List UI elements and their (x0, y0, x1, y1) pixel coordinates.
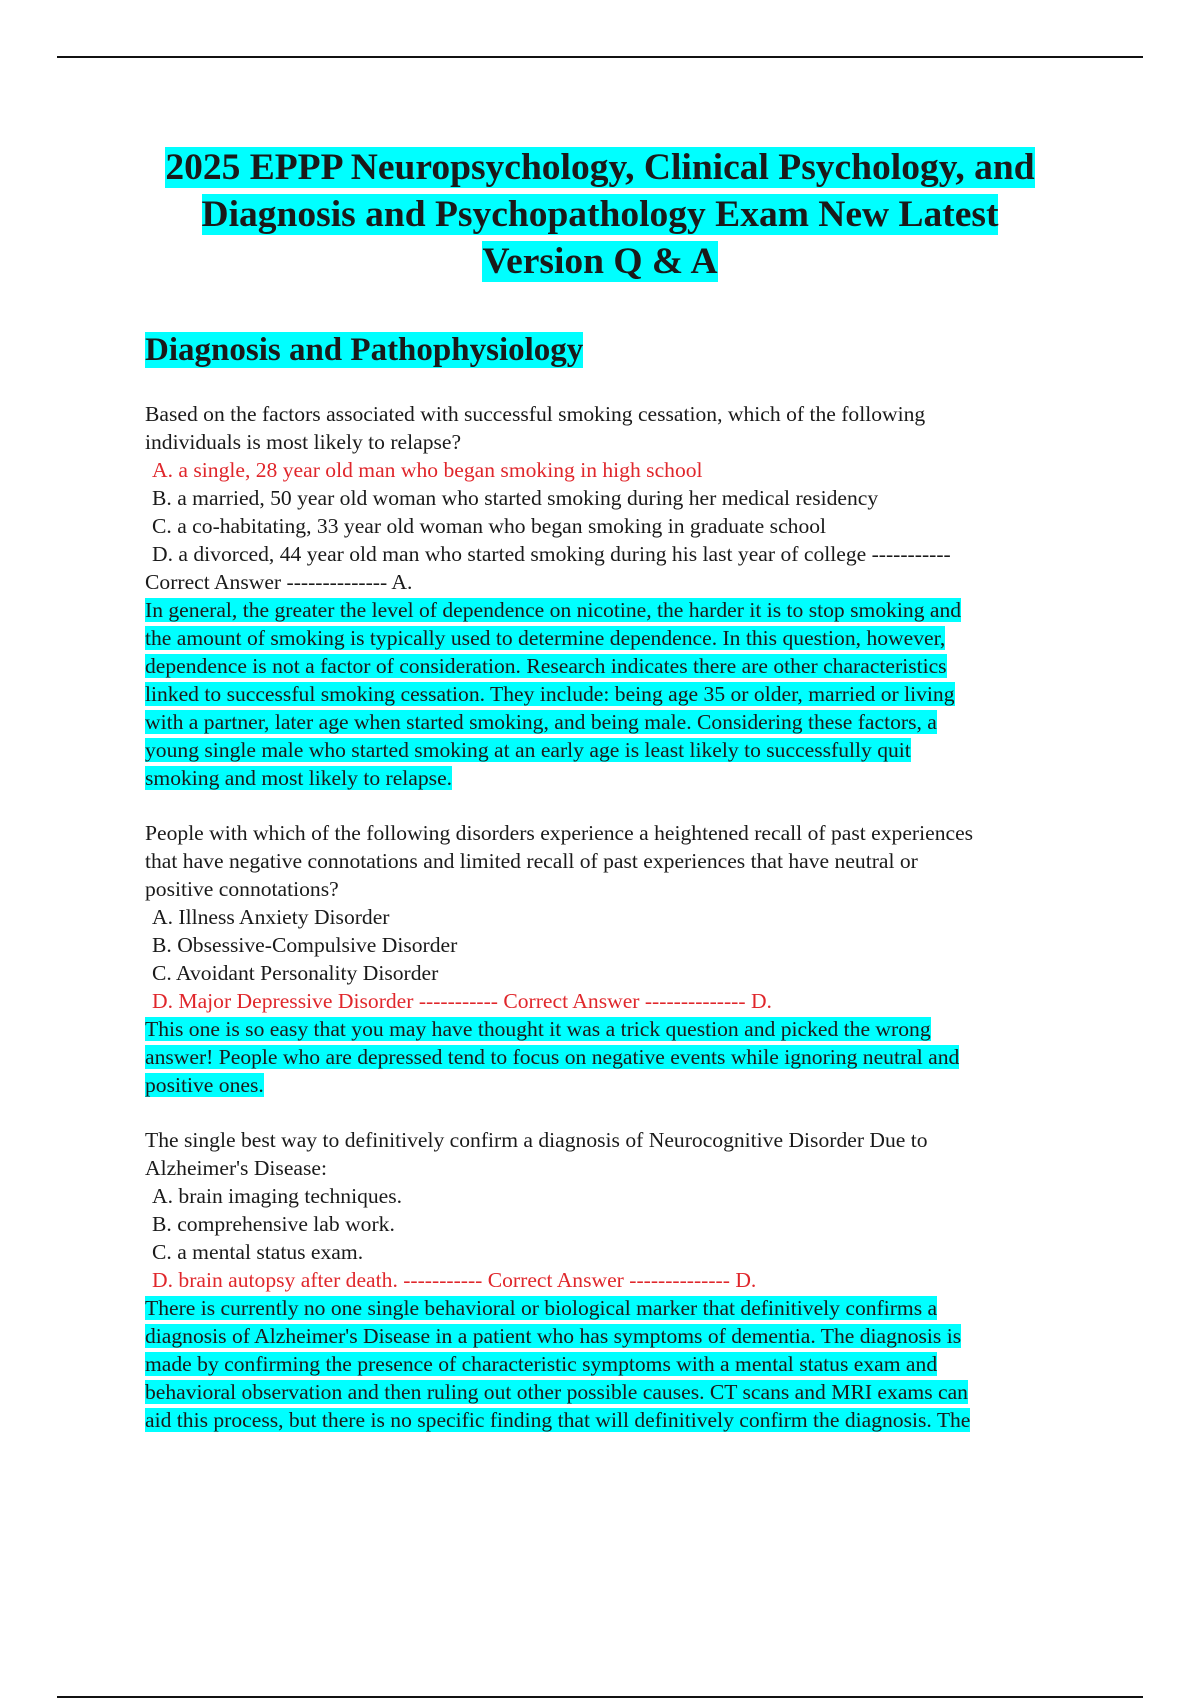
title-line: 2025 EPPP Neuropsychology, Clinical Psychology, and (165, 147, 1035, 188)
explanation-line: linked to successful smoking cessation. They include: being age 35 or older, married or living (145, 682, 955, 706)
answer-explanation (145, 1294, 1090, 1434)
answer-option: C. Avoidant Personality Disorder (152, 961, 439, 985)
explanation-line: smoking and most likely to relapse. (145, 766, 453, 790)
explanation-line: the amount of smoking is typically used to determine dependence. In this question, however, (145, 626, 946, 650)
explanation-line: with a partner, later age when started smoking, and being male. Considering these factors, a (145, 710, 937, 734)
explanation-line: answer! People who are depressed tend to focus on negative events while ignoring neutral and (145, 1045, 960, 1069)
footer-rule (57, 1696, 1143, 1698)
explanation-line: dependence is not a factor of consideration. Research indicates there are other characteristics (145, 654, 947, 678)
explanation-line: made by confirming the presence of characteristic symptoms with a mental status exam and (145, 1352, 938, 1376)
question-stem-line: that have negative connotations and limited recall of past experiences that have neutral or (145, 849, 918, 873)
answer-explanation (145, 1015, 1090, 1099)
explanation-line: In general, the greater the level of dependence on nicotine, the harder it is to stop smoking and (145, 598, 962, 622)
answer-option: A. brain imaging techniques. (152, 1184, 403, 1208)
question-stem-line: The single best way to definitively confirm a diagnosis of Neurocognitive Disorder Due to (145, 1128, 928, 1152)
answer-option-correct: D. brain autopsy after death. ----------- Correct Answer -------------- D. (152, 1268, 757, 1292)
explanation-line: aid this process, but there is no specific finding that will definitively confirm the diagnosis. The (145, 1408, 971, 1432)
explanation-line: positive ones. (145, 1073, 264, 1097)
answer-explanation (145, 596, 1090, 792)
question-stem-line: Based on the factors associated with successful smoking cessation, which of the following (145, 402, 926, 426)
answer-option-correct: D. Major Depressive Disorder ----------- Correct Answer -------------- D. (152, 989, 772, 1013)
explanation-line: behavioral observation and then ruling out other possible causes. CT scans and MRI exams can (145, 1380, 968, 1404)
question-stem-line: People with which of the following disorders experience a heightened recall of past experiences (145, 821, 974, 845)
question-stem-line: Alzheimer's Disease: (145, 1156, 327, 1180)
document-title (100, 144, 1100, 285)
answer-option: C. a mental status exam. (152, 1240, 364, 1264)
header-rule (57, 56, 1143, 58)
question-stem-line: positive connotations? (145, 877, 339, 901)
title-line: Diagnosis and Psychopathology Exam New Latest (201, 194, 999, 235)
correct-answer-line: Correct Answer -------------- A. (145, 570, 413, 594)
question-list (145, 400, 1090, 1461)
answer-option: B. comprehensive lab work. (152, 1212, 395, 1236)
answer-option: C. a co-habitating, 33 year old woman who began smoking in graduate school (152, 514, 827, 538)
question-block (145, 819, 1090, 1099)
answer-option: D. a divorced, 44 year old man who started smoking during his last year of college ----------- (152, 542, 951, 566)
explanation-line: There is currently no one single behavioral or biological marker that definitively confirms a (145, 1296, 938, 1320)
answer-option: A. Illness Anxiety Disorder (152, 905, 390, 929)
answer-option-correct: A. a single, 28 year old man who began smoking in high school (152, 458, 703, 482)
explanation-line: young single male who started smoking at an early age is least likely to successfully quit (145, 738, 911, 762)
section-heading: Diagnosis and Pathophysiology (145, 332, 584, 368)
explanation-line: This one is so easy that you may have thought it was a trick question and picked the wrong (145, 1017, 931, 1041)
question-block (145, 1126, 1090, 1434)
question-stem-line: individuals is most likely to relapse? (145, 430, 462, 454)
question-block (145, 400, 1090, 792)
answer-option: B. Obsessive-Compulsive Disorder (152, 933, 458, 957)
explanation-line: diagnosis of Alzheimer's Disease in a patient who has symptoms of dementia. The diagnosis is (145, 1324, 962, 1348)
title-line: Version Q & A (482, 241, 718, 282)
answer-option: B. a married, 50 year old woman who started smoking during her medical residency (152, 486, 879, 510)
